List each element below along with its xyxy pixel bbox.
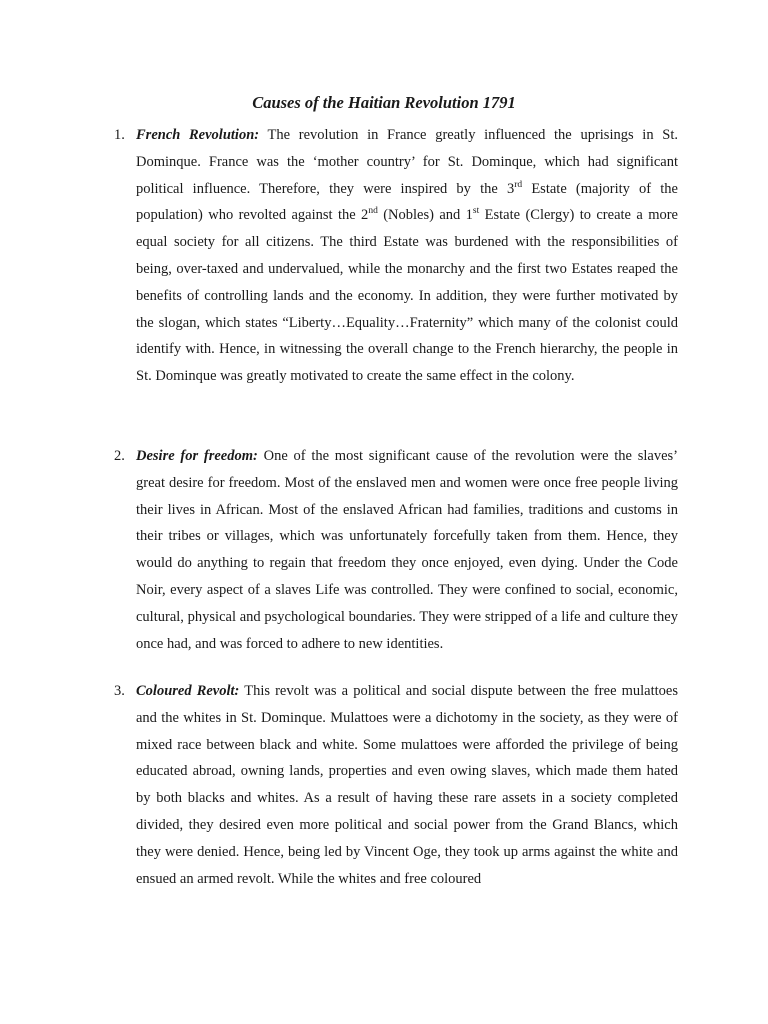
list-item-paragraph — [136, 678, 678, 892]
paragraph-text: The revolution in France greatly influenced the uprisings in St. Dominque. France was the ‘mother country’ for St. Dominque, which had significant political influence. Therefore, they were inspired by the 3 — [136, 127, 678, 197]
list-item-heading: French Revolution: — [136, 127, 260, 143]
paragraph-text: Estate (Clergy) to create a more equal society for all citizens. The third Estate was burdened with the responsibilities of being, over-taxed and undervalued, while the monarchy and the first two Estates reaped the benefits of controlling lands and the economy. In addition, they were further motivated by the slogan, which states “Liberty…Equality…Fraternity” which many of the colonist could identify with. Hence, in witnessing the overall change to the French hierarchy, the people in St. Dominque was greatly motivated to create the same effect in the colony. — [136, 207, 678, 385]
document-title: Causes of the Haitian Revolution 1791 — [252, 93, 516, 112]
list-item-heading: Coloured Revolt: — [136, 683, 240, 699]
paragraph-text: Estate (majority of the population) who revolted against the 2 — [136, 180, 678, 224]
paragraph-text: (Nobles) and 1 — [377, 207, 473, 224]
paragraph-text: This revolt was a political and social dispute between the free mulattoes and the whites in St. Dominque. Mulattoes were a dichotomy in the society, as they were of mixed race between black and white. Some mulattoes were afforded the privilege of being educated abroad, owning lands, properties and even owing slaves, which made them hated by both blacks and whites. As a result of having these rare assets in a society completed divided, they desired even more political and social power from the Grand Blancs, which they were denied. Hence, being led by Vincent Oge, they took up arms against the white and ensued an armed revolt. While the whites and free coloured — [136, 683, 678, 887]
ordinal-superscript: nd — [368, 206, 378, 217]
list-item-number: 1. — [114, 127, 125, 143]
list-item-heading: Desire for freedom: — [136, 448, 258, 464]
list-item-number: 2. — [114, 448, 125, 464]
paragraph-text: One of the most significant cause of the revolution were the slaves’ great desire for freedom. Most of the enslaved men and women were once free people living their lives in African. Most of the enslaved African had families, traditions and customs in their tribes or villages, which was unfortunately forcefully taken from them. Hence, they would do anything to regain that freedom they once enjoyed, even dying. Under the Code Noir, every aspect of a slaves Life was controlled. They were confined to social, economic, cultural, physical and psychological boundaries. They were stripped of a life and culture they once had, and was forced to adhere to new identities. — [136, 448, 678, 652]
list-item-paragraph — [136, 443, 678, 657]
ordinal-superscript: rd — [514, 179, 523, 190]
list-item-paragraph — [136, 122, 678, 390]
list-item-number: 3. — [114, 683, 125, 699]
ordinal-superscript: st — [472, 206, 480, 217]
